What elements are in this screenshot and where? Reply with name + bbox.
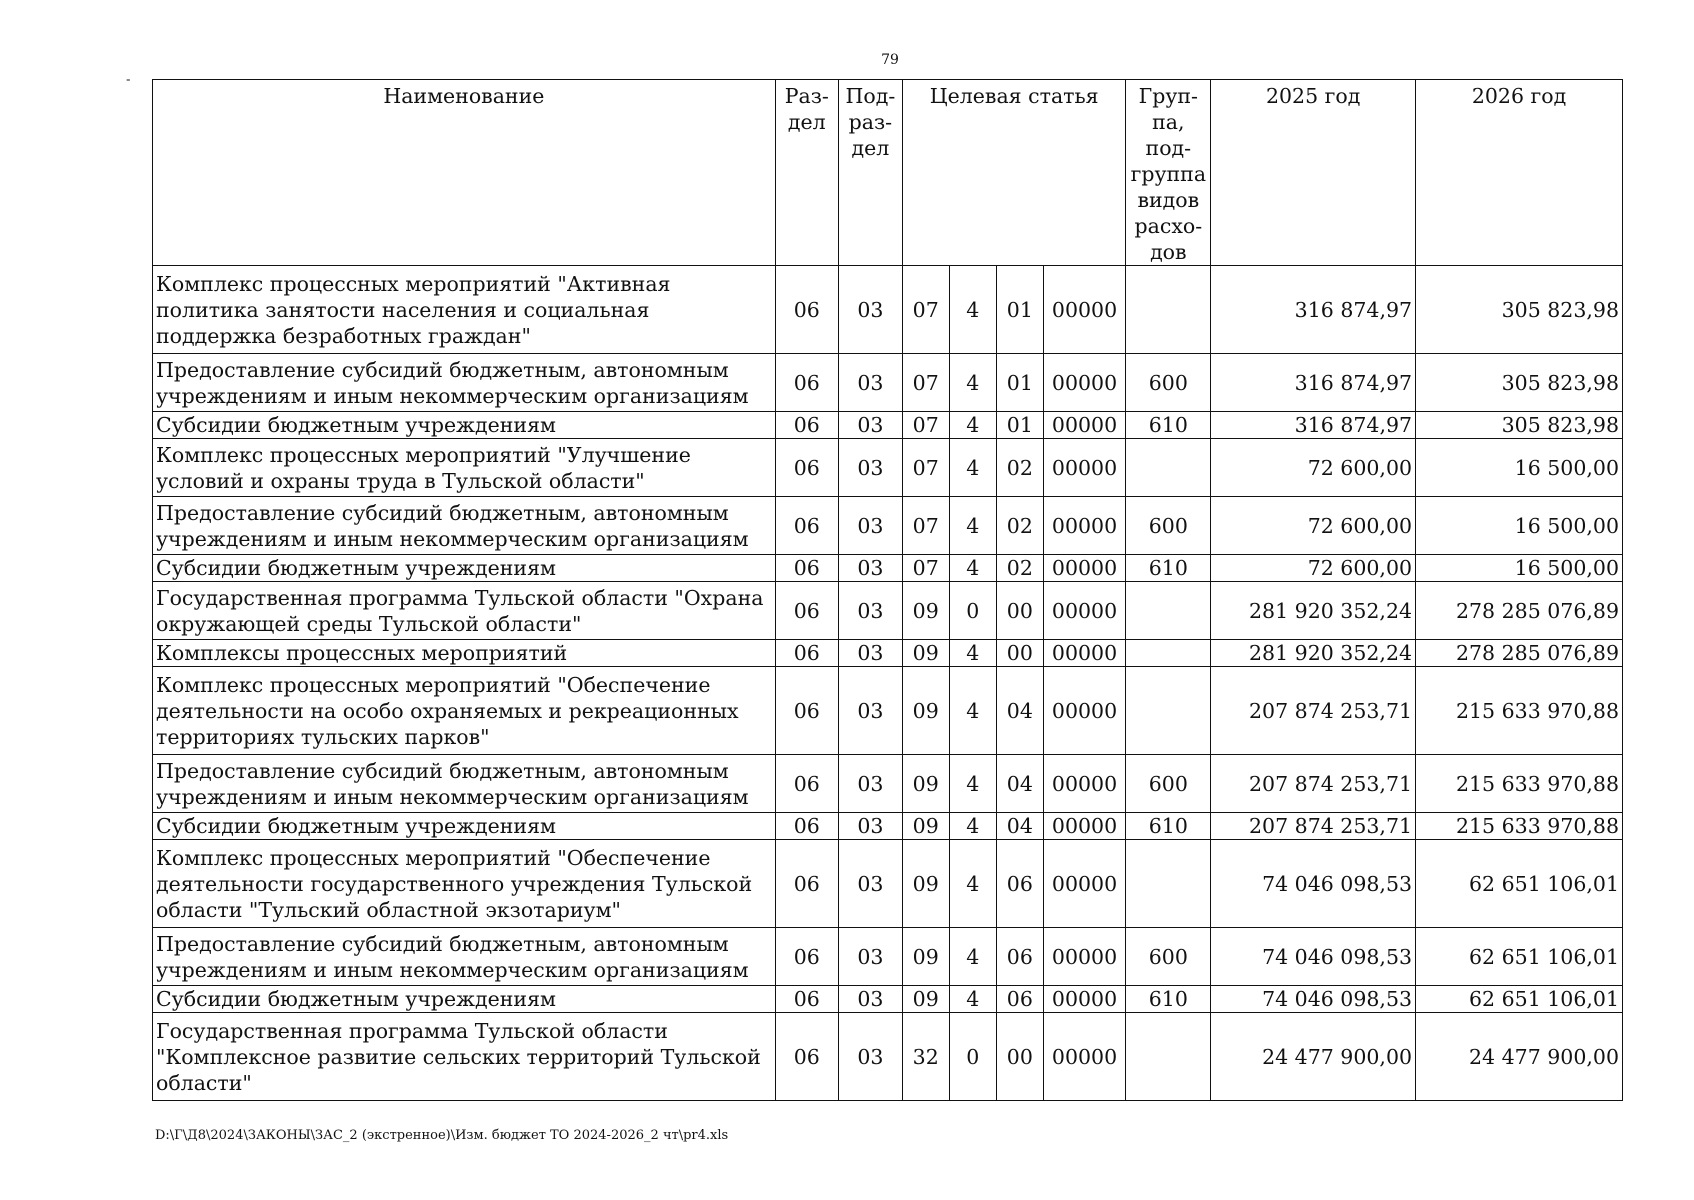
row-amount-2025: 316 874,97 [1211, 354, 1416, 412]
row-target-subprogram: 00 [997, 1013, 1044, 1101]
row-target-type: 0 [949, 1013, 997, 1101]
row-target-type: 4 [949, 555, 997, 582]
table-row [153, 266, 1623, 354]
row-subsection: 03 [838, 439, 902, 497]
header-name: Наименование [153, 80, 776, 266]
row-name: Комплекс процессных мероприятий "Обеспечение деятельности на особо охраняемых и рекреационных территориях тульских парков" [153, 667, 776, 755]
row-target-direction: 00000 [1043, 266, 1126, 354]
row-expense-group [1126, 667, 1211, 755]
row-amount-2026: 62 651 106,01 [1416, 840, 1623, 928]
row-amount-2026: 278 285 076,89 [1416, 640, 1623, 667]
row-section: 06 [775, 813, 838, 840]
row-subsection: 03 [838, 667, 902, 755]
row-target-program: 09 [902, 928, 949, 986]
page-number: 79 [881, 52, 899, 68]
row-target-subprogram: 00 [997, 640, 1044, 667]
row-amount-2026: 62 651 106,01 [1416, 986, 1623, 1013]
row-name: Комплекс процессных мероприятий "Активная политика занятости населения и социальная поддержка безработных граждан" [153, 266, 776, 354]
row-target-type: 4 [949, 928, 997, 986]
table-row [153, 755, 1623, 813]
row-subsection: 03 [838, 813, 902, 840]
row-section: 06 [775, 840, 838, 928]
row-amount-2026: 305 823,98 [1416, 412, 1623, 439]
row-amount-2026: 16 500,00 [1416, 555, 1623, 582]
row-target-subprogram: 02 [997, 555, 1044, 582]
table-row [153, 582, 1623, 640]
row-subsection: 03 [838, 354, 902, 412]
row-target-program: 09 [902, 986, 949, 1013]
table-row [153, 1013, 1623, 1101]
budget-table [152, 79, 1623, 1101]
row-section: 06 [775, 412, 838, 439]
row-subsection: 03 [838, 640, 902, 667]
row-subsection: 03 [838, 840, 902, 928]
table-row [153, 840, 1623, 928]
row-expense-group: 610 [1126, 986, 1211, 1013]
row-name: Субсидии бюджетным учреждениям [153, 986, 776, 1013]
row-subsection: 03 [838, 555, 902, 582]
row-expense-group [1126, 840, 1211, 928]
row-target-direction: 00000 [1043, 986, 1126, 1013]
row-section: 06 [775, 986, 838, 1013]
row-subsection: 03 [838, 1013, 902, 1101]
row-target-subprogram: 04 [997, 667, 1044, 755]
row-target-direction: 00000 [1043, 640, 1126, 667]
row-name: Государственная программа Тульской области "Комплексное развитие сельских территорий Тульской области" [153, 1013, 776, 1101]
row-target-type: 4 [949, 813, 997, 840]
row-target-type: 4 [949, 986, 997, 1013]
row-target-subprogram: 02 [997, 439, 1044, 497]
row-amount-2026: 215 633 970,88 [1416, 667, 1623, 755]
row-target-type: 4 [949, 755, 997, 813]
row-amount-2026: 24 477 900,00 [1416, 1013, 1623, 1101]
row-section: 06 [775, 640, 838, 667]
row-target-type: 4 [949, 840, 997, 928]
row-amount-2025: 316 874,97 [1211, 266, 1416, 354]
row-amount-2025: 74 046 098,53 [1211, 986, 1416, 1013]
row-target-direction: 00000 [1043, 928, 1126, 986]
row-subsection: 03 [838, 266, 902, 354]
row-target-type: 4 [949, 266, 997, 354]
table-row [153, 354, 1623, 412]
row-amount-2025: 207 874 253,71 [1211, 813, 1416, 840]
row-amount-2026: 215 633 970,88 [1416, 813, 1623, 840]
row-target-subprogram: 00 [997, 582, 1044, 640]
row-expense-group [1126, 266, 1211, 354]
row-subsection: 03 [838, 755, 902, 813]
header-section: Раз- дел [775, 80, 838, 266]
row-amount-2026: 305 823,98 [1416, 354, 1623, 412]
row-amount-2025: 316 874,97 [1211, 412, 1416, 439]
header-expense-group: Груп- па, под- группа видов расхо- дов [1126, 80, 1211, 266]
row-amount-2026: 215 633 970,88 [1416, 755, 1623, 813]
row-target-subprogram: 04 [997, 813, 1044, 840]
row-target-subprogram: 06 [997, 840, 1044, 928]
row-target-program: 07 [902, 497, 949, 555]
row-amount-2025: 24 477 900,00 [1211, 1013, 1416, 1101]
row-section: 06 [775, 667, 838, 755]
row-section: 06 [775, 555, 838, 582]
row-section: 06 [775, 354, 838, 412]
row-subsection: 03 [838, 986, 902, 1013]
row-target-program: 09 [902, 582, 949, 640]
row-target-program: 32 [902, 1013, 949, 1101]
row-section: 06 [775, 266, 838, 354]
row-amount-2025: 72 600,00 [1211, 439, 1416, 497]
row-section: 06 [775, 582, 838, 640]
row-target-subprogram: 04 [997, 755, 1044, 813]
row-target-program: 07 [902, 412, 949, 439]
row-expense-group: 610 [1126, 813, 1211, 840]
row-amount-2025: 207 874 253,71 [1211, 667, 1416, 755]
table-row [153, 667, 1623, 755]
row-target-program: 09 [902, 755, 949, 813]
row-section: 06 [775, 497, 838, 555]
row-name: Субсидии бюджетным учреждениям [153, 813, 776, 840]
row-target-program: 07 [902, 555, 949, 582]
row-expense-group [1126, 640, 1211, 667]
row-amount-2026: 16 500,00 [1416, 439, 1623, 497]
row-target-subprogram: 01 [997, 412, 1044, 439]
row-amount-2026: 305 823,98 [1416, 266, 1623, 354]
row-expense-group [1126, 1013, 1211, 1101]
row-amount-2026: 16 500,00 [1416, 497, 1623, 555]
row-target-program: 07 [902, 354, 949, 412]
row-expense-group: 600 [1126, 755, 1211, 813]
table-row [153, 928, 1623, 986]
row-amount-2025: 74 046 098,53 [1211, 928, 1416, 986]
file-path-footer: D:\Г\Д8\2024\ЗАКОНЫ\ЗАС_2 (экстренное)\Изм. бюджет ТО 2024-2026_2 чт\pr4.xls [155, 1128, 729, 1143]
row-target-program: 07 [902, 266, 949, 354]
table-row [153, 497, 1623, 555]
table-row [153, 986, 1623, 1013]
row-amount-2025: 207 874 253,71 [1211, 755, 1416, 813]
row-amount-2025: 72 600,00 [1211, 555, 1416, 582]
row-target-direction: 00000 [1043, 755, 1126, 813]
row-target-type: 4 [949, 439, 997, 497]
row-target-direction: 00000 [1043, 840, 1126, 928]
header-subsection: Под- раз- дел [838, 80, 902, 266]
row-amount-2026: 278 285 076,89 [1416, 582, 1623, 640]
row-name: Предоставление субсидий бюджетным, автономным учреждениям и иным некоммерческим организациям [153, 755, 776, 813]
row-target-type: 4 [949, 354, 997, 412]
scan-mark: ˗ [126, 72, 131, 88]
row-section: 06 [775, 755, 838, 813]
row-expense-group: 600 [1126, 928, 1211, 986]
row-amount-2025: 281 920 352,24 [1211, 582, 1416, 640]
row-target-program: 09 [902, 813, 949, 840]
header-year-2026: 2026 год [1416, 80, 1623, 266]
row-name: Субсидии бюджетным учреждениям [153, 412, 776, 439]
row-target-type: 0 [949, 582, 997, 640]
table-row [153, 555, 1623, 582]
row-name: Субсидии бюджетным учреждениям [153, 555, 776, 582]
row-subsection: 03 [838, 497, 902, 555]
row-expense-group [1126, 439, 1211, 497]
row-target-direction: 00000 [1043, 813, 1126, 840]
row-target-subprogram: 06 [997, 986, 1044, 1013]
table-row [153, 412, 1623, 439]
row-amount-2025: 72 600,00 [1211, 497, 1416, 555]
table-row [153, 813, 1623, 840]
row-section: 06 [775, 439, 838, 497]
row-name: Комплекс процессных мероприятий "Обеспечение деятельности государственного учреждения Тульской области "Тульский областной экзотариум" [153, 840, 776, 928]
row-amount-2025: 74 046 098,53 [1211, 840, 1416, 928]
row-target-type: 4 [949, 497, 997, 555]
row-target-program: 09 [902, 667, 949, 755]
row-target-direction: 00000 [1043, 439, 1126, 497]
row-expense-group: 600 [1126, 497, 1211, 555]
row-expense-group: 610 [1126, 412, 1211, 439]
row-name: Комплексы процессных мероприятий [153, 640, 776, 667]
header-row [153, 80, 1623, 266]
row-subsection: 03 [838, 412, 902, 439]
row-target-direction: 00000 [1043, 497, 1126, 555]
row-expense-group: 600 [1126, 354, 1211, 412]
row-target-direction: 00000 [1043, 354, 1126, 412]
row-target-type: 4 [949, 640, 997, 667]
row-target-program: 09 [902, 840, 949, 928]
row-target-subprogram: 01 [997, 354, 1044, 412]
row-target-direction: 00000 [1043, 667, 1126, 755]
row-section: 06 [775, 928, 838, 986]
header-year-2025: 2025 год [1211, 80, 1416, 266]
row-target-direction: 00000 [1043, 582, 1126, 640]
table-row [153, 439, 1623, 497]
row-name: Комплекс процессных мероприятий "Улучшение условий и охраны труда в Тульской области" [153, 439, 776, 497]
row-name: Предоставление субсидий бюджетным, автономным учреждениям и иным некоммерческим организациям [153, 928, 776, 986]
row-target-subprogram: 06 [997, 928, 1044, 986]
row-expense-group: 610 [1126, 555, 1211, 582]
row-subsection: 03 [838, 582, 902, 640]
row-amount-2025: 281 920 352,24 [1211, 640, 1416, 667]
row-target-program: 07 [902, 439, 949, 497]
row-target-direction: 00000 [1043, 1013, 1126, 1101]
row-section: 06 [775, 1013, 838, 1101]
row-target-type: 4 [949, 412, 997, 439]
row-subsection: 03 [838, 928, 902, 986]
row-name: Государственная программа Тульской области "Охрана окружающей среды Тульской области" [153, 582, 776, 640]
row-target-subprogram: 02 [997, 497, 1044, 555]
row-target-subprogram: 01 [997, 266, 1044, 354]
row-amount-2026: 62 651 106,01 [1416, 928, 1623, 986]
row-expense-group [1126, 582, 1211, 640]
row-target-direction: 00000 [1043, 412, 1126, 439]
row-target-program: 09 [902, 640, 949, 667]
row-target-direction: 00000 [1043, 555, 1126, 582]
row-name: Предоставление субсидий бюджетным, автономным учреждениям и иным некоммерческим организациям [153, 354, 776, 412]
row-target-type: 4 [949, 667, 997, 755]
header-target-article: Целевая статья [902, 80, 1125, 266]
row-name: Предоставление субсидий бюджетным, автономным учреждениям и иным некоммерческим организациям [153, 497, 776, 555]
table-row [153, 640, 1623, 667]
